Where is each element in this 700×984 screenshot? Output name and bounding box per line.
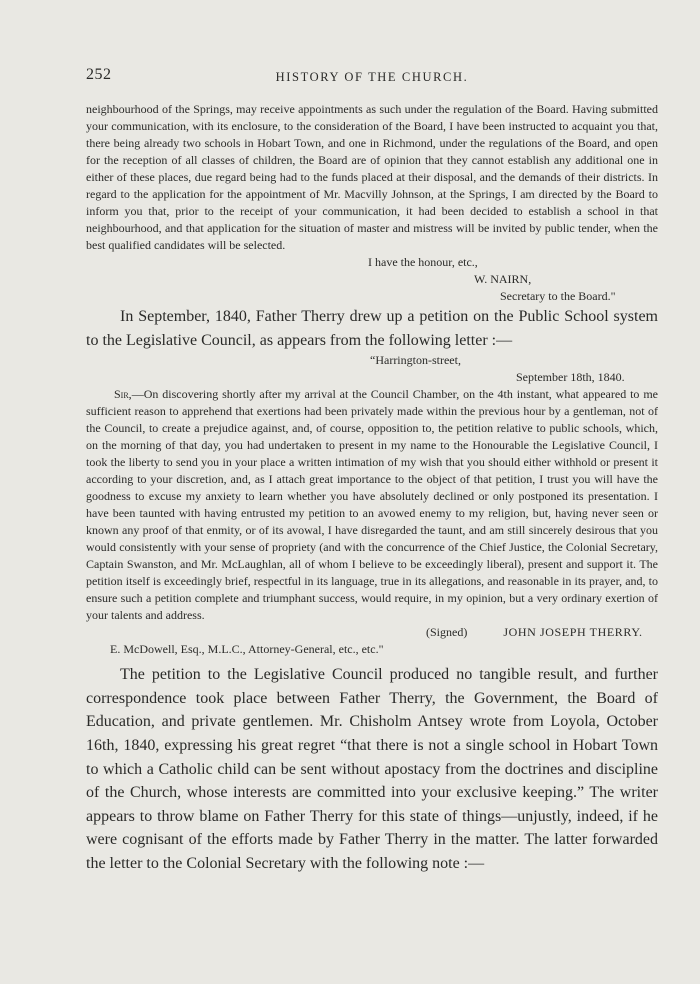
page-number: 252 [86,66,112,83]
letter-therry-salutation: Sir, [114,387,132,402]
letter-therry-date: September 18th, 1840. [516,370,625,385]
letter-therry-addressee: E. McDowell, Esq., M.L.C., Attorney-General, etc., etc." [110,642,384,657]
letter-nairn-paragraph: neighbourhood of the Springs, may receive appointments as such under the regulation of the Board. Having submitted your communication, with its enclosure, to the consideration of the Board, I have been instructed to acquaint you that, there being already two schools in Hobart Town, and one in Richmond, under the regulations of the Board, and open for the reception of all classes of children, the Board are of opinion that they cannot establish any additional one in either of these places, due regard being had to the funds placed at their disposal, and the demands of their districts. In regard to the application for the appointment of Mr. Macvilly Johnson, at the Springs, I am directed by the Board to inform you that, prior to the receipt of your communication, it had been decided to establish a school in that neighbourhood, and that application for the situation of master and mistress will be invited by public tender, when the best qualified candidates will be selected. [86,102,658,252]
page-header [86,66,658,88]
signed-label: (Signed) [426,625,468,640]
letter-therry-paragraph [86,386,658,624]
letter-nairn-closing: I have the honour, etc., [368,255,478,269]
narrative-petition-result: The petition to the Legislative Council produced no tangible result, and further correspondence took place between Father Therry, the Government, the Board of Education, and private gentlemen. Mr. Chisholm Antsey wrote from Loyola, October 16th, 1840, expressing his great regret “that there is not a single school in Hobart Town to which a Catholic child can be sent without apostacy from the doctrines and discipline of the Church, whose interests are committed into your exclusive keeping.” The writer appears to throw blame on Father Therry for this state of things—unjustly, indeed, if he were cognisant of the efforts made by Father Therry in the matter. The latter forwarded the letter to the Colonial Secretary with the following note :— [86,666,658,872]
letter-therry-signature [86,624,658,641]
letter-therry-address: “Harrington-street, [370,353,461,368]
letter-nairn-signer: W. NAIRN, [474,272,532,286]
letter-therry-text: —On discovering shortly after my arrival at the Council Chamber, on the 4th instant, what appeared to me sufficient reason to apprehend that exertions had been privately made within the previous hour by a gentleman, not of the Council, to create a prejudice against, and, of course, opposition to, the petition relative to public schools, which, on the morning of that day, you had undertaken to present in my name to the Honourable the Legislative Council, I took the liberty to send you in your place a written intimation of my wish that you should either withhold or present it according to your discretion, and, as I attach great importance to the object of that petition, I trust you will have the goodness to excuse my anxiety to learn whether you have absolutely declined or only postponed its presentation. I have been taunted with having entrusted my petition to an avowed enemy to my religion, but, having never seen or known any proof of that enmity, or of its avowal, I have disregarded the taunt, and am still sincerely desirous that you would consistently with your sense of propriety (and with the concurrence of the Chief Justice, the Colonial Secretary, Captain Swanston, and Mr. McLaughlan, all of whom I believe to be exceedingly liberal), present and support it. The petition itself is exceedingly brief, respectful in its language, true in its allegations, and reasonable in its prayer, and, to ensure such a petition complete and triumphant success, would require, in my opinion, but a very ordinary exertion of your talents and address. [86,387,658,623]
page-body [86,101,658,876]
narrative-petition-intro: In September, 1840, Father Therry drew up a petition on the Public School system to the Legislative Council, as appears from the following letter :— [86,308,658,349]
running-title: HISTORY OF THE CHURCH. [275,70,469,84]
signed-name: JOHN JOSEPH THERRY. [503,625,643,640]
letter-nairn-signer-title: Secretary to the Board." [500,289,616,303]
